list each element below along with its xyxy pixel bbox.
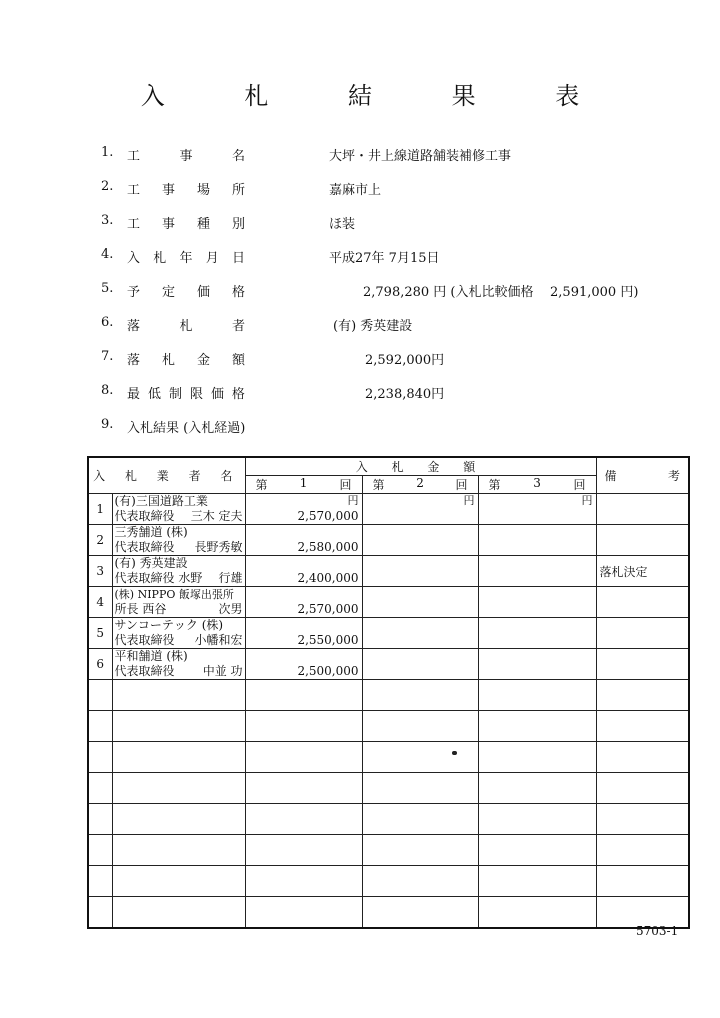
item-row [0, 349, 720, 369]
round-2-number: 2 [416, 476, 424, 490]
bidder-representative [115, 540, 243, 555]
item-label-char: 所 [231, 183, 245, 198]
round-3-amount-cell [478, 618, 596, 649]
row-index [88, 835, 112, 866]
header-remarks-char-1: 備 [604, 469, 617, 483]
bidder-company: サンコーテック (株) [114, 618, 224, 632]
header-round-3 [478, 476, 596, 494]
representative-title: 代表取締役 [114, 509, 175, 523]
bidder-representative [115, 602, 243, 617]
round-3-prefix: 第 [488, 478, 501, 492]
round-2-amount-cell [362, 711, 478, 742]
round-2-amount-cell [362, 773, 478, 804]
bidder-representative [115, 571, 243, 586]
item-label-char: 落 [127, 353, 141, 368]
item-number: 9. [101, 417, 114, 432]
item-label-char: 格 [231, 387, 245, 402]
row-index: 5 [88, 618, 112, 649]
stray-mark [452, 751, 457, 755]
representative-name: 中並 功 [202, 664, 243, 678]
round-3-number: 3 [533, 476, 541, 490]
item-label-char: 札 [153, 251, 167, 266]
item-label [127, 213, 245, 232]
item-label-char: 入 [127, 251, 141, 266]
item-value: (有) 秀英建設 [333, 319, 413, 334]
bid-amount: 2,580,000 [297, 540, 359, 554]
item-label-char: 低 [147, 387, 161, 402]
remarks-cell [596, 835, 689, 866]
representative-title: 代表取締役 [114, 633, 175, 647]
round-1-amount-cell [245, 773, 362, 804]
item-row [0, 383, 720, 403]
item-label [127, 417, 245, 436]
table-row [88, 835, 689, 866]
round-3-amount-cell [478, 897, 596, 928]
header-round-1 [245, 476, 362, 494]
item-label [127, 247, 245, 266]
remarks-cell [596, 680, 689, 711]
round-3-amount-cell [478, 649, 596, 680]
round-1-amount-cell [245, 618, 362, 649]
round-3-amount-cell [478, 804, 596, 835]
table-row [88, 742, 689, 773]
round-3-amount-cell [478, 494, 596, 525]
row-index [88, 680, 112, 711]
item-value: 2,238,840円 [365, 387, 445, 402]
representative-name: 三木 定夫 [190, 509, 243, 523]
remarks-cell: 落札決定 [596, 556, 689, 587]
table-row [88, 556, 689, 587]
row-index [88, 742, 112, 773]
remarks-cell [596, 773, 689, 804]
item-number: 5. [101, 281, 114, 296]
table-row [88, 618, 689, 649]
item-label-char: 入札結果 (入札経過) [127, 421, 246, 436]
round-1-amount-cell [245, 525, 362, 556]
item-row [0, 281, 720, 301]
item-number: 2. [101, 179, 114, 194]
row-index [88, 711, 112, 742]
item-label [127, 349, 245, 368]
item-label [127, 315, 245, 334]
bidder-company: 平和舗道 (株) [114, 649, 188, 663]
item-number: 6. [101, 315, 114, 330]
bidder-representative [115, 664, 243, 679]
round-2-amount-cell [362, 649, 478, 680]
round-1-amount-cell [245, 649, 362, 680]
bidder-name-cell [112, 649, 245, 680]
item-row [0, 315, 720, 335]
row-index [88, 897, 112, 928]
item-row [0, 213, 720, 233]
round-2-amount-cell [362, 866, 478, 897]
remarks-cell [596, 525, 689, 556]
round-1-amount-cell [245, 835, 362, 866]
round-2-amount-cell [362, 835, 478, 866]
bid-results-table [87, 456, 690, 929]
remarks-cell [596, 587, 689, 618]
round-3-amount-cell [478, 711, 596, 742]
bidder-name-cell [112, 494, 245, 525]
bidder-name-cell [112, 835, 245, 866]
bidder-name-cell [112, 618, 245, 649]
round-3-amount-cell [478, 587, 596, 618]
bidder-name-cell [112, 773, 245, 804]
table-row [88, 587, 689, 618]
bidder-company: (有)三国道路工業 [114, 494, 208, 508]
round-1-amount-cell [245, 804, 362, 835]
representative-title: 所長 西谷 [114, 602, 167, 616]
row-index: 1 [88, 494, 112, 525]
remarks-cell [596, 711, 689, 742]
item-row [0, 417, 720, 437]
item-label-char: 月 [205, 251, 219, 266]
row-index [88, 866, 112, 897]
bidder-name-cell [112, 866, 245, 897]
remarks-cell [596, 649, 689, 680]
round-1-prefix: 第 [255, 478, 268, 492]
round-1-amount-cell [245, 680, 362, 711]
item-number: 8. [101, 383, 114, 398]
representative-name: 小幡和宏 [194, 633, 243, 647]
item-number: 1. [101, 145, 114, 160]
round-2-amount-cell [362, 587, 478, 618]
round-1-suffix: 回 [339, 478, 352, 492]
item-value: ほ装 [329, 217, 356, 232]
remarks-cell [596, 897, 689, 928]
item-label-char: 場 [196, 183, 210, 198]
item-label-char: 金 [196, 353, 210, 368]
item-label [127, 179, 245, 198]
round-1-amount-cell [245, 866, 362, 897]
remarks-cell [596, 804, 689, 835]
bidder-company: (有) 秀英建設 [114, 556, 188, 570]
round-1-amount-cell [245, 711, 362, 742]
item-label-char: 最 [127, 387, 141, 402]
item-row [0, 179, 720, 199]
table-row [88, 773, 689, 804]
item-label-char: 事 [179, 149, 193, 164]
round-3-amount-cell [478, 680, 596, 711]
round-2-amount-cell [362, 742, 478, 773]
remarks-cell [596, 494, 689, 525]
item-label-char: 事 [161, 183, 175, 198]
row-index: 4 [88, 587, 112, 618]
item-label-char: 工 [127, 183, 141, 198]
item-value: 平成27年 7月15日 [329, 251, 440, 266]
item-label-char: 事 [161, 217, 175, 232]
item-label-char: 予 [127, 285, 141, 300]
item-label [127, 281, 245, 300]
round-2-amount-cell [362, 494, 478, 525]
round-1-amount-cell [245, 897, 362, 928]
round-1-amount-cell [245, 556, 362, 587]
round-3-amount-cell [478, 525, 596, 556]
row-index: 3 [88, 556, 112, 587]
remarks-cell [596, 618, 689, 649]
representative-name: 長野秀敏 [194, 540, 243, 554]
item-value: 大坪・井上線道路舗装補修工事 [329, 149, 512, 164]
item-label-char: 札 [161, 353, 175, 368]
item-value: 2,592,000円 [365, 353, 445, 368]
document-title: 入 札 結 果 表 [140, 82, 616, 110]
round-3-amount-cell [478, 835, 596, 866]
bidder-representative [115, 509, 243, 524]
bidder-name-cell [112, 556, 245, 587]
header-round-2 [362, 476, 478, 494]
yen-unit: 円 [463, 494, 475, 507]
row-index: 6 [88, 649, 112, 680]
round-1-amount-cell [245, 494, 362, 525]
item-label-char: 工 [127, 217, 141, 232]
table-row [88, 711, 689, 742]
item-label-char: 者 [231, 319, 245, 334]
header-bid-amount: 入 札 金 額 [245, 457, 596, 476]
table-row [88, 804, 689, 835]
item-label-char: 額 [231, 353, 245, 368]
round-2-amount-cell [362, 804, 478, 835]
item-label-char: 価 [210, 387, 224, 402]
item-label-char: 価 [196, 285, 210, 300]
item-label-char: 名 [231, 149, 245, 164]
bidder-name-cell [112, 742, 245, 773]
item-value: 嘉麻市上 [329, 183, 382, 198]
round-3-amount-cell [478, 742, 596, 773]
representative-name: 次男 [218, 602, 243, 616]
round-3-suffix: 回 [573, 478, 586, 492]
round-1-amount-cell [245, 587, 362, 618]
item-value: 2,798,280 円 (入札比較価格 2,591,000 円) [363, 285, 639, 300]
bidder-name-cell [112, 711, 245, 742]
item-label [127, 383, 245, 402]
representative-title: 代表取締役 水野 [114, 571, 203, 585]
round-2-amount-cell [362, 556, 478, 587]
item-label-char: 日 [231, 251, 245, 266]
row-index [88, 773, 112, 804]
bidder-representative [115, 633, 243, 648]
item-label-char: 年 [179, 251, 193, 266]
remarks-cell [596, 742, 689, 773]
bidder-company: (株) NIPPO 飯塚出張所 [114, 588, 234, 601]
yen-unit: 円 [581, 494, 593, 507]
item-label-char: 限 [189, 387, 203, 402]
bidder-name-cell [112, 897, 245, 928]
bidder-company: 三秀舗道 (株) [114, 525, 188, 539]
table-row [88, 649, 689, 680]
table-row [88, 680, 689, 711]
round-3-amount-cell [478, 556, 596, 587]
bidder-name-cell [112, 525, 245, 556]
item-number: 3. [101, 213, 114, 228]
bidder-name-cell [112, 680, 245, 711]
round-2-amount-cell [362, 897, 478, 928]
row-index [88, 804, 112, 835]
round-2-amount-cell [362, 525, 478, 556]
representative-name: 行雄 [218, 571, 243, 585]
page-footer-code: 5703-1 [636, 924, 679, 938]
remarks-cell [596, 866, 689, 897]
round-3-amount-cell [478, 866, 596, 897]
table-row [88, 525, 689, 556]
bidder-name-cell [112, 587, 245, 618]
item-label-char: 格 [231, 285, 245, 300]
representative-title: 代表取締役 [114, 540, 175, 554]
item-label-char: 工 [127, 149, 141, 164]
item-label-char: 定 [161, 285, 175, 300]
table-row [88, 897, 689, 928]
table-row [88, 866, 689, 897]
item-number: 4. [101, 247, 114, 262]
item-number: 7. [101, 349, 114, 364]
item-label-char: 種 [196, 217, 210, 232]
table-row [88, 494, 689, 525]
item-row [0, 247, 720, 267]
bid-amount: 2,570,000 [297, 509, 359, 523]
round-2-amount-cell [362, 680, 478, 711]
bid-amount: 2,550,000 [297, 633, 359, 647]
round-1-amount-cell [245, 742, 362, 773]
bid-amount: 2,500,000 [297, 664, 359, 678]
round-1-number: 1 [299, 476, 308, 490]
representative-title: 代表取締役 [114, 664, 175, 678]
header-remarks-char-2: 考 [668, 469, 681, 483]
item-label-char: 制 [168, 387, 182, 402]
item-label [127, 145, 245, 164]
bidder-name-cell [112, 804, 245, 835]
round-2-suffix: 回 [455, 478, 468, 492]
item-row [0, 145, 720, 165]
item-label-char: 落 [127, 319, 141, 334]
bid-amount: 2,570,000 [297, 602, 359, 616]
item-label-char: 札 [179, 319, 193, 334]
round-2-amount-cell [362, 618, 478, 649]
header-bidder-name: 入 札 業 者 名 [88, 457, 245, 494]
round-2-prefix: 第 [372, 478, 385, 492]
item-label-char: 別 [231, 217, 245, 232]
header-remarks [596, 457, 689, 494]
yen-unit: 円 [347, 494, 359, 507]
round-3-amount-cell [478, 773, 596, 804]
bid-amount: 2,400,000 [297, 571, 359, 585]
row-index: 2 [88, 525, 112, 556]
